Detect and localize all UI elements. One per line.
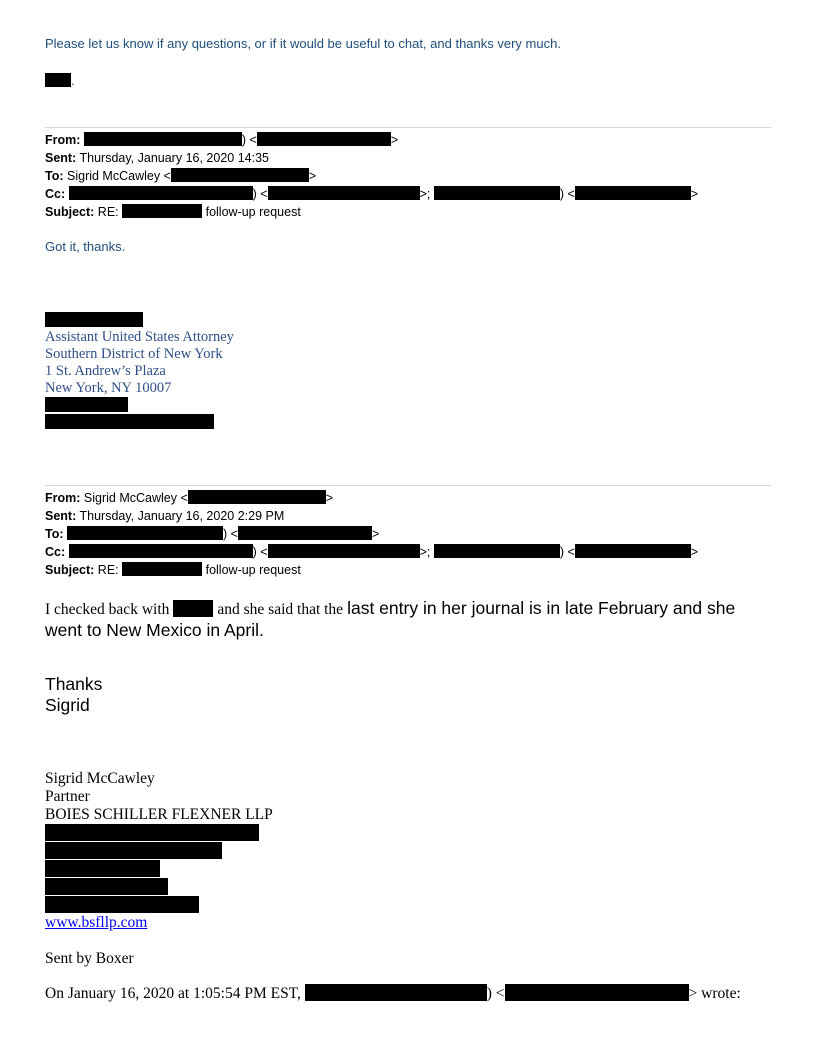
email1-from-row: From: ) < > xyxy=(45,133,399,147)
redaction-block xyxy=(575,186,691,200)
redaction-block xyxy=(434,186,560,200)
email1-to-row: To: Sigrid McCawley < > xyxy=(45,169,317,183)
redaction-block xyxy=(45,414,214,429)
email1-sig-office: Southern District of New York xyxy=(45,346,223,362)
email2-cc-row: Cc: ) < >; ) < > xyxy=(45,545,699,559)
redaction-block xyxy=(122,204,202,218)
email2-to-row: To: ) < > xyxy=(45,527,380,541)
email2-from-row: From: Sigrid McCawley < > xyxy=(45,491,334,505)
redaction-block xyxy=(434,544,560,558)
redaction-block xyxy=(188,490,326,504)
email1-cc-row: Cc: ) < >; ) < > xyxy=(45,187,699,201)
redaction-block xyxy=(268,186,420,200)
email1-sent-row: Sent: Thursday, January 16, 2020 14:35 xyxy=(45,151,269,165)
redaction-block xyxy=(171,168,309,182)
email2-sender-name: Sigrid xyxy=(45,695,90,715)
message-divider xyxy=(45,485,771,486)
email2-thanks: Thanks xyxy=(45,674,103,694)
email1-sent-value: Thursday, January 16, 2020 14:35 xyxy=(79,151,269,165)
redaction-block xyxy=(45,896,199,913)
redaction-block xyxy=(268,544,420,558)
redaction-block xyxy=(45,842,222,859)
email1-body: Got it, thanks. xyxy=(45,239,126,254)
email2-sent-value: Thursday, January 16, 2020 2:29 PM xyxy=(79,509,285,523)
redaction-block xyxy=(84,132,242,146)
redaction-block xyxy=(257,132,391,146)
email2-sig-name: Sigrid McCawley xyxy=(45,770,155,787)
email2-subject-row: Subject: RE: follow-up request xyxy=(45,563,301,577)
email1-sig-email-redacted xyxy=(45,414,214,434)
message-divider xyxy=(45,127,771,128)
email1-sig-title: Assistant United States Attorney xyxy=(45,329,234,345)
intro-line: Please let us know if any questions, or if it would be useful to chat, and thanks very much. xyxy=(45,36,561,51)
redaction-block xyxy=(238,526,372,540)
firm-website-link[interactable]: www.bsfllp.com xyxy=(45,914,148,931)
email2-sig-title: Partner xyxy=(45,788,90,805)
redaction-block xyxy=(67,526,223,540)
redaction-block xyxy=(69,186,253,200)
email2-sent-row: Sent: Thursday, January 16, 2020 2:29 PM xyxy=(45,509,285,523)
sent-by-boxer: Sent by Boxer xyxy=(45,950,134,967)
redaction-block xyxy=(45,397,128,412)
redaction-block xyxy=(45,860,160,877)
redaction-block xyxy=(45,312,143,327)
redaction-block xyxy=(575,544,691,558)
redaction-block xyxy=(173,600,213,617)
quoted-wrote-line: On January 16, 2020 at 1:05:54 PM EST, ) < > wrote: xyxy=(45,985,741,1002)
email2-sig-firm: BOIES SCHILLER FLEXNER LLP xyxy=(45,806,273,823)
redaction-block xyxy=(45,824,259,841)
email1-sig-city: New York, NY 10007 xyxy=(45,380,172,396)
redaction-block xyxy=(505,984,689,1001)
redaction-block xyxy=(122,562,202,576)
redaction-block xyxy=(305,984,487,1001)
redaction-block xyxy=(45,73,71,87)
email1-sig-address: 1 St. Andrew’s Plaza xyxy=(45,363,166,379)
email1-subject-row: Subject: RE: follow-up request xyxy=(45,205,301,219)
intro-signoff: . xyxy=(45,73,75,88)
email2-body-line2: went to New Mexico in April. xyxy=(45,620,264,640)
redaction-block xyxy=(69,544,253,558)
email2-body-line1: I checked back with and she said that the last entry in her journal is in late February and she xyxy=(45,598,736,618)
redaction-block xyxy=(45,878,168,895)
